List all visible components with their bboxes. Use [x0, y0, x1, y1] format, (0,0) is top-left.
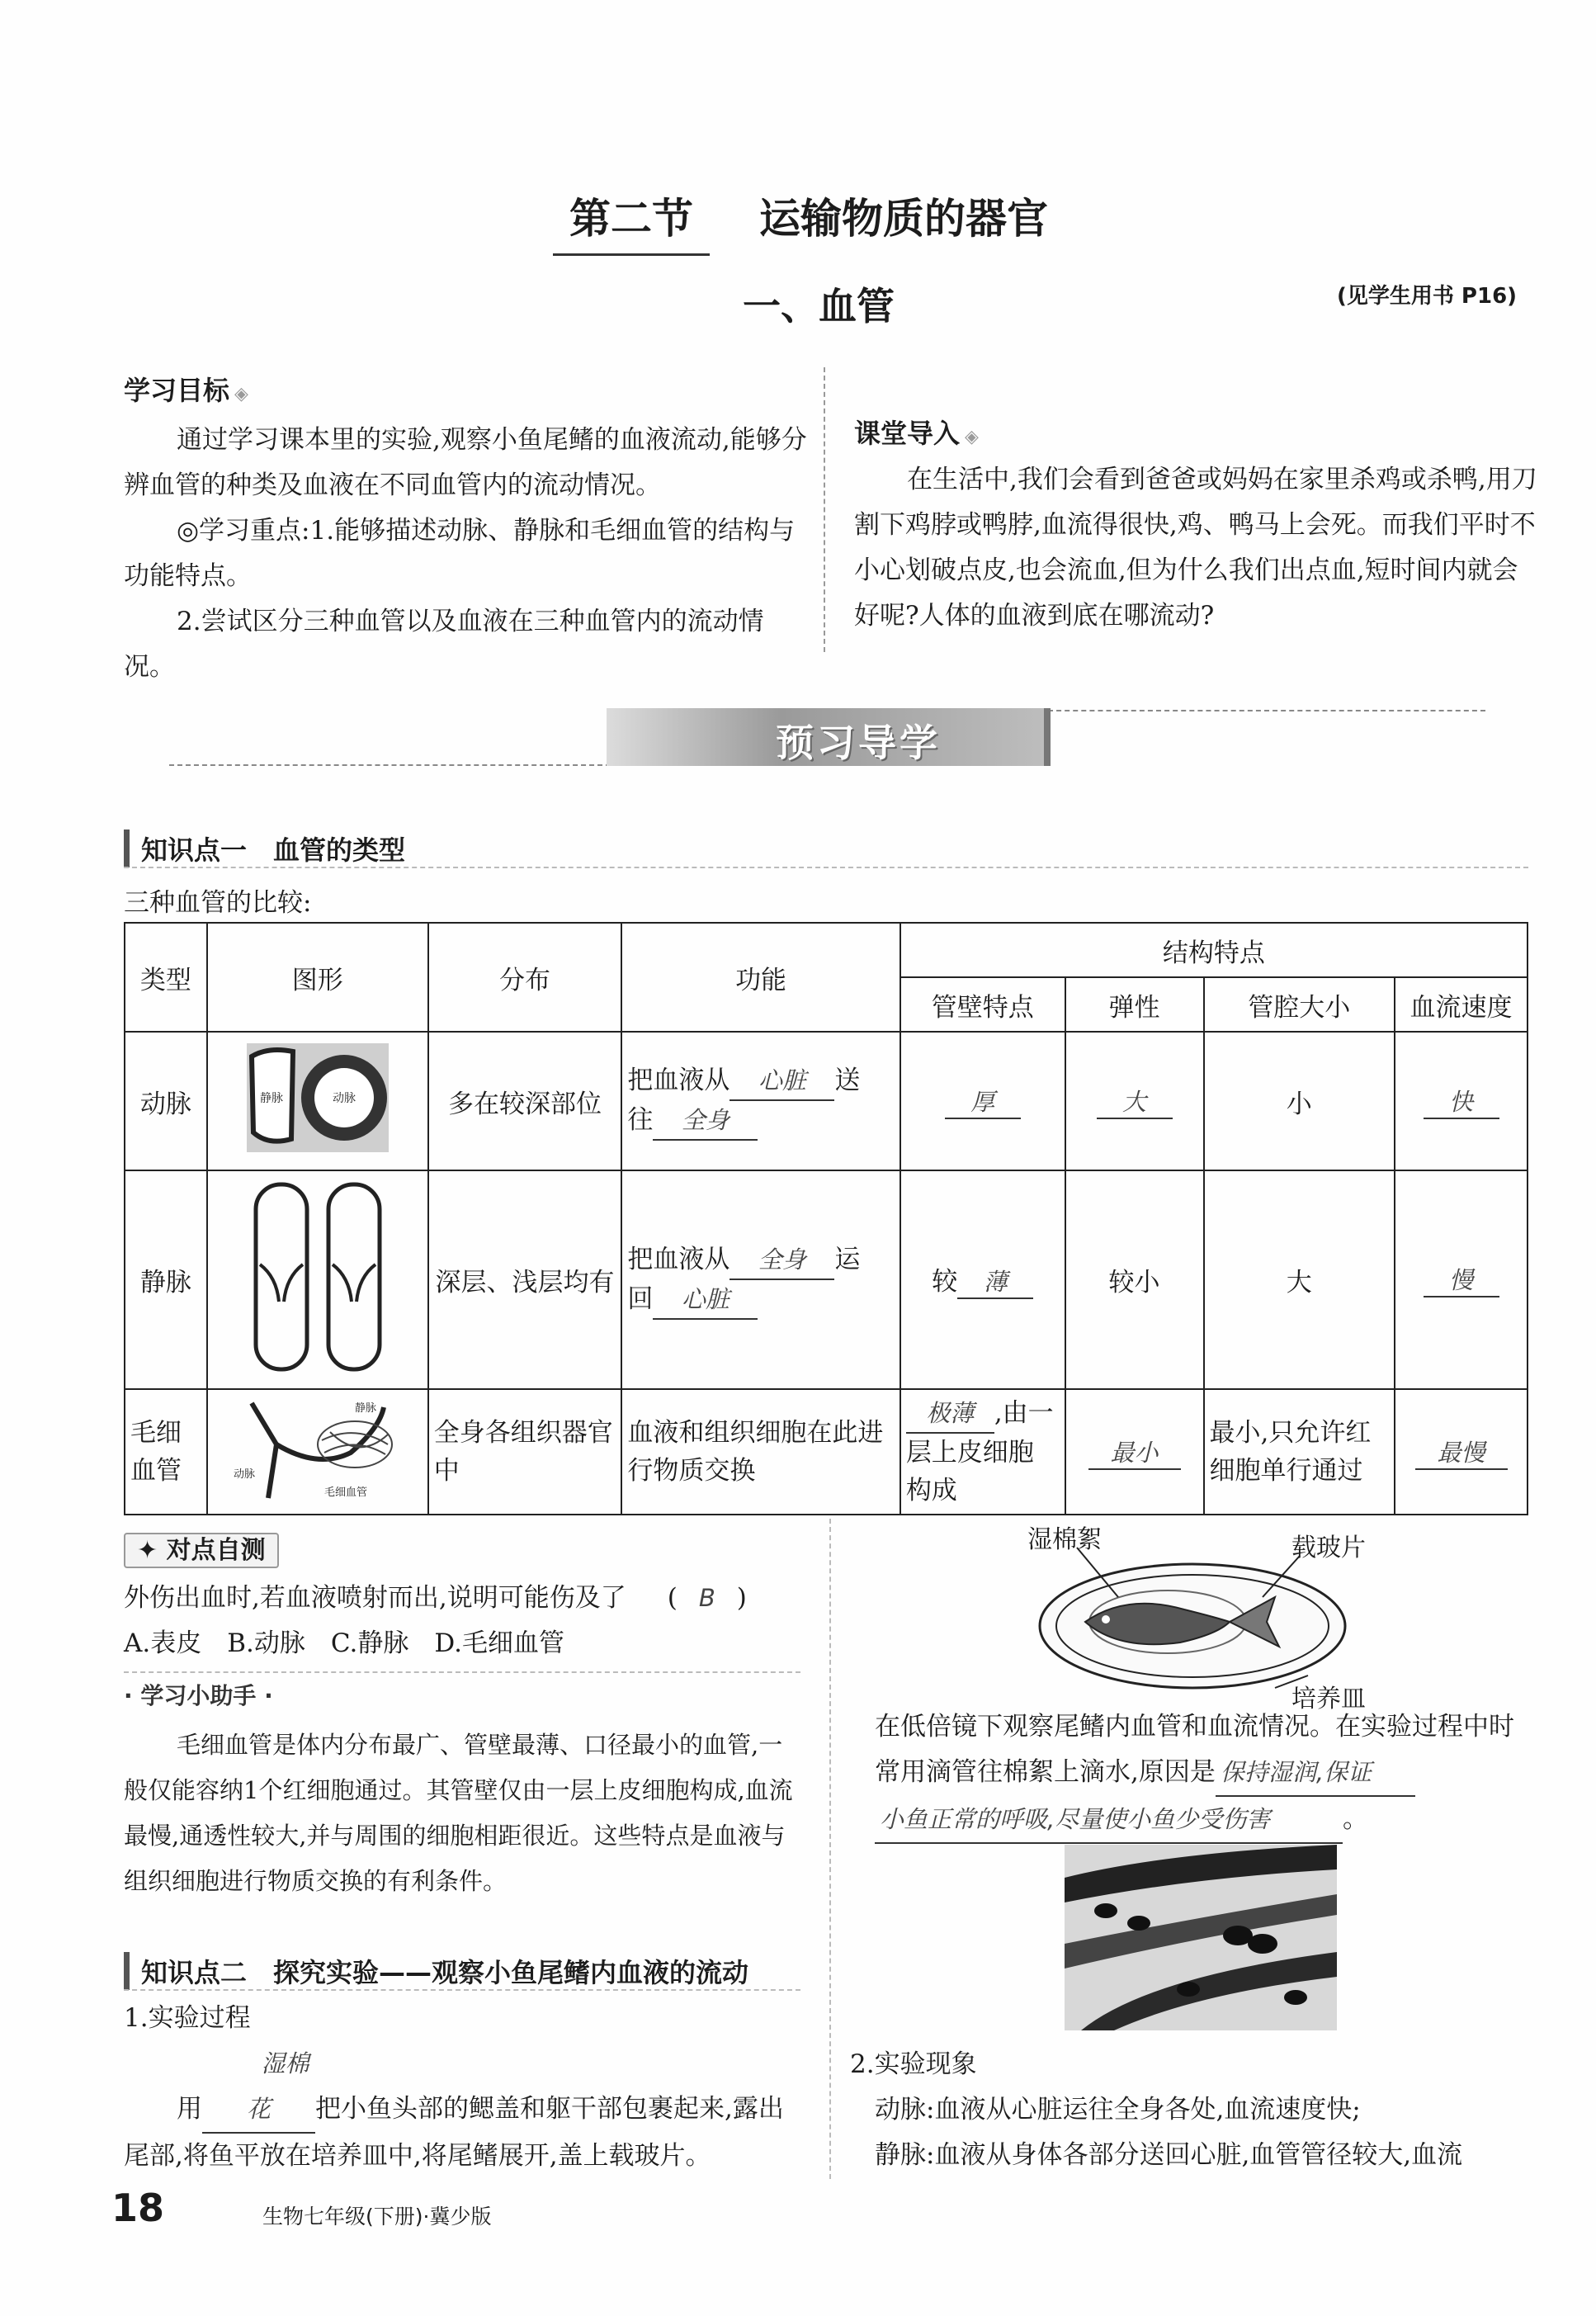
header-figure: 图形: [207, 923, 428, 1032]
section-number: 第二节: [553, 186, 710, 256]
arrow-icon: ◈: [965, 427, 979, 447]
kp2-step2: [850, 2042, 1535, 2178]
step2-title: 2.实验现象: [850, 2049, 977, 2079]
objectives-block: [124, 370, 809, 690]
header-type: 类型: [125, 923, 207, 1032]
artery-figure: [207, 1032, 428, 1170]
table-header-row: [125, 923, 1528, 977]
kp2-step1: [124, 1996, 809, 2179]
page-number: 18: [111, 2186, 165, 2230]
header-speed: 血流速度: [1395, 977, 1528, 1032]
objectives-text: 通过学习课本里的实验,观察小鱼尾鳍的血液流动,能够分辨血管的种类及血液在不同血管内的流动情况。: [124, 425, 807, 500]
vein-valve-image: [239, 1178, 396, 1376]
vein-fill-to: 心脏: [653, 1280, 758, 1320]
section-name: 运输物质的器官: [759, 195, 1048, 243]
vein-lumen: 大: [1204, 1170, 1395, 1389]
microscope-image: [1065, 1845, 1337, 2030]
fish-dish-figure: [1027, 1519, 1399, 1713]
capillary-name: 毛细血管: [125, 1389, 207, 1515]
capillary-lumen: 最小,只允许红细胞单行通过: [1204, 1389, 1395, 1515]
kp2-observation: [875, 1704, 1535, 1844]
step2-artery: 动脉:血液从心脏运往全身各处,血流速度快;: [875, 2095, 1361, 2125]
vein-distribution: 深层、浅层均有: [428, 1170, 622, 1389]
artery-wall: 厚: [900, 1032, 1065, 1170]
vein-fill-from: 全身: [730, 1241, 834, 1280]
self-test-options: A.表皮 B.动脉 C.静脉 D.毛细血管: [124, 1628, 564, 1658]
vein-wall: 较 薄: [900, 1170, 1065, 1389]
helper-block: [124, 1671, 800, 1904]
banner-rule-right: [1048, 710, 1485, 711]
artery-cross-section-image: [243, 1040, 392, 1156]
header-distribution: 分布: [428, 923, 622, 1032]
capillary-elasticity: 最小: [1065, 1389, 1204, 1515]
table-row-artery: [125, 1032, 1528, 1170]
capillary-wall: 极薄 ,由一层上皮细胞构成: [900, 1389, 1065, 1515]
tail-fin-micrograph: [1065, 1845, 1337, 2030]
intro-text: 在生活中,我们会看到爸爸或妈妈在家里杀鸡或杀鸭,用刀割下鸡脖或鸭脖,血流得很快,鸡、鸭马上会死。而我们平时不小心划破点皮,也会流血,但为什么我们出点血,短时间内就会好呢?人体的血液到底在哪流动?: [854, 465, 1537, 631]
header-structure: 结构特点: [900, 923, 1528, 977]
capillary-network-image: [227, 1395, 408, 1502]
observation-fill-1: 保持湿润,保证: [1216, 1750, 1415, 1797]
artery-fig-label-artery: 动脉: [332, 1092, 356, 1105]
artery-name: 动脉: [125, 1032, 207, 1170]
self-test-answer: B: [698, 1584, 715, 1612]
objectives-label: 学习目标 ◈: [124, 375, 248, 406]
table-row-capillary: [125, 1389, 1528, 1515]
header-wall: 管壁特点: [900, 977, 1065, 1032]
lesson-subtitle: 一、血管: [743, 284, 895, 328]
vein-elasticity: 较小: [1065, 1170, 1204, 1389]
kp1-rule: [124, 867, 1528, 868]
banner-rule-left: [169, 764, 611, 766]
self-test-label: ✦ 对点自测: [124, 1533, 279, 1568]
kp2-rule: [124, 1989, 800, 1991]
observation-text: 在低倍镜下观察尾鳍内血管和血流情况。在实验过程中时常用滴管往棉絮上滴水,原因是 保持湿润,保证 小鱼正常的呼吸,尽量使小鱼少受伤害 。: [875, 1704, 1535, 1844]
objectives-focus-2: 2.尝试区分三种血管以及血液在三种血管内的流动情况。: [124, 607, 764, 682]
vessel-comparison-table: [124, 922, 1528, 1515]
cap-fig-label-capillary: 毛细血管: [323, 1486, 367, 1499]
artery-elasticity: 大: [1065, 1032, 1204, 1170]
intro-label: 课堂导入 ◈: [854, 418, 979, 449]
artery-distribution: 多在较深部位: [428, 1032, 622, 1170]
header-elasticity: 弹性: [1065, 977, 1204, 1032]
artery-lumen: 小: [1204, 1032, 1395, 1170]
vein-function: 把血液从 全身 运 回 心脏: [621, 1170, 900, 1389]
step2-vein: 静脉:血液从身体各部分送回心脏,血管管径较大,血流: [875, 2140, 1463, 2170]
capillary-speed: 最慢: [1395, 1389, 1528, 1515]
book-title: 生物七年级(下册)·冀少版: [262, 2205, 492, 2229]
intro-block: [854, 413, 1539, 639]
observation-fill-2: 小鱼正常的呼吸,尽量使小鱼少受伤害: [875, 1797, 1343, 1844]
kp2-heading: 知识点二 探究实验——观察小鱼尾鳍内血液的流动: [124, 1952, 748, 1990]
artery-fill-to: 全身: [653, 1101, 758, 1141]
header-lumen: 管腔大小: [1204, 977, 1395, 1032]
vein-speed: 慢: [1395, 1170, 1528, 1389]
table-row-vein: [125, 1170, 1528, 1389]
kp2-step1-title: 1.实验过程: [124, 2003, 251, 2033]
reference-note: (见学生用书 P16): [1337, 284, 1518, 309]
artery-speed: 快: [1395, 1032, 1528, 1170]
kp2-step1-text: 用湿棉花 把小鱼头部的鳃盖和躯干部包裹起来,露出尾部,将鱼平放在培养皿中,将尾鳍展开,盖上载玻片。: [124, 2041, 809, 2179]
cap-fig-label-vein: 静脉: [354, 1402, 376, 1415]
banner-title: 预习导学: [776, 721, 941, 765]
capillary-distribution: 全身各组织器官中: [428, 1389, 622, 1515]
label-slide: 载玻片: [1291, 1534, 1366, 1562]
artery-function: 把血液从 心脏 送 往 全身: [621, 1032, 900, 1170]
artery-fill-from: 心脏: [730, 1061, 834, 1101]
artery-fig-label-vein: 静脉: [259, 1092, 283, 1105]
kp1-caption: 三种血管的比较:: [124, 888, 312, 918]
cap-fig-label-artery: 动脉: [233, 1468, 255, 1481]
lower-column-divider: [829, 1519, 831, 2179]
objectives-focus-1: ◎学习重点:1.能够描述动脉、静脉和毛细血管的结构与功能特点。: [124, 516, 796, 591]
self-test-block: [124, 1529, 817, 1666]
vein-figure: [207, 1170, 428, 1389]
capillary-figure: [207, 1389, 428, 1515]
vein-name: 静脉: [125, 1170, 207, 1389]
kp1-heading: 知识点一 血管的类型: [124, 830, 405, 867]
label-wet-cotton: 湿棉絮: [1027, 1525, 1102, 1554]
label-dish: 培养皿: [1291, 1685, 1366, 1713]
section-title: [553, 186, 1089, 252]
step1-fill-cotton: 湿棉花: [202, 2041, 315, 2134]
header-function: 功能: [621, 923, 900, 1032]
helper-label: · 学习小助手 ·: [124, 1682, 273, 1709]
arrow-icon: ◈: [234, 384, 248, 404]
capillary-function: 血液和组织细胞在此进行物质交换: [621, 1389, 900, 1515]
column-divider: [824, 367, 825, 652]
self-test-question: 外伤出血时,若血液喷射而出,说明可能伤及了 ( B ): [124, 1583, 747, 1613]
helper-text: 毛细血管是体内分布最广、管壁最薄、口径最小的血管,一般仅能容纳1个红细胞通过。其管壁仅由一层上皮细胞构成,血流最慢,通透性较大,并与周围的细胞相距很近。这些特点是血液与组织细胞进行物质交换的有利条件。: [124, 1731, 793, 1895]
